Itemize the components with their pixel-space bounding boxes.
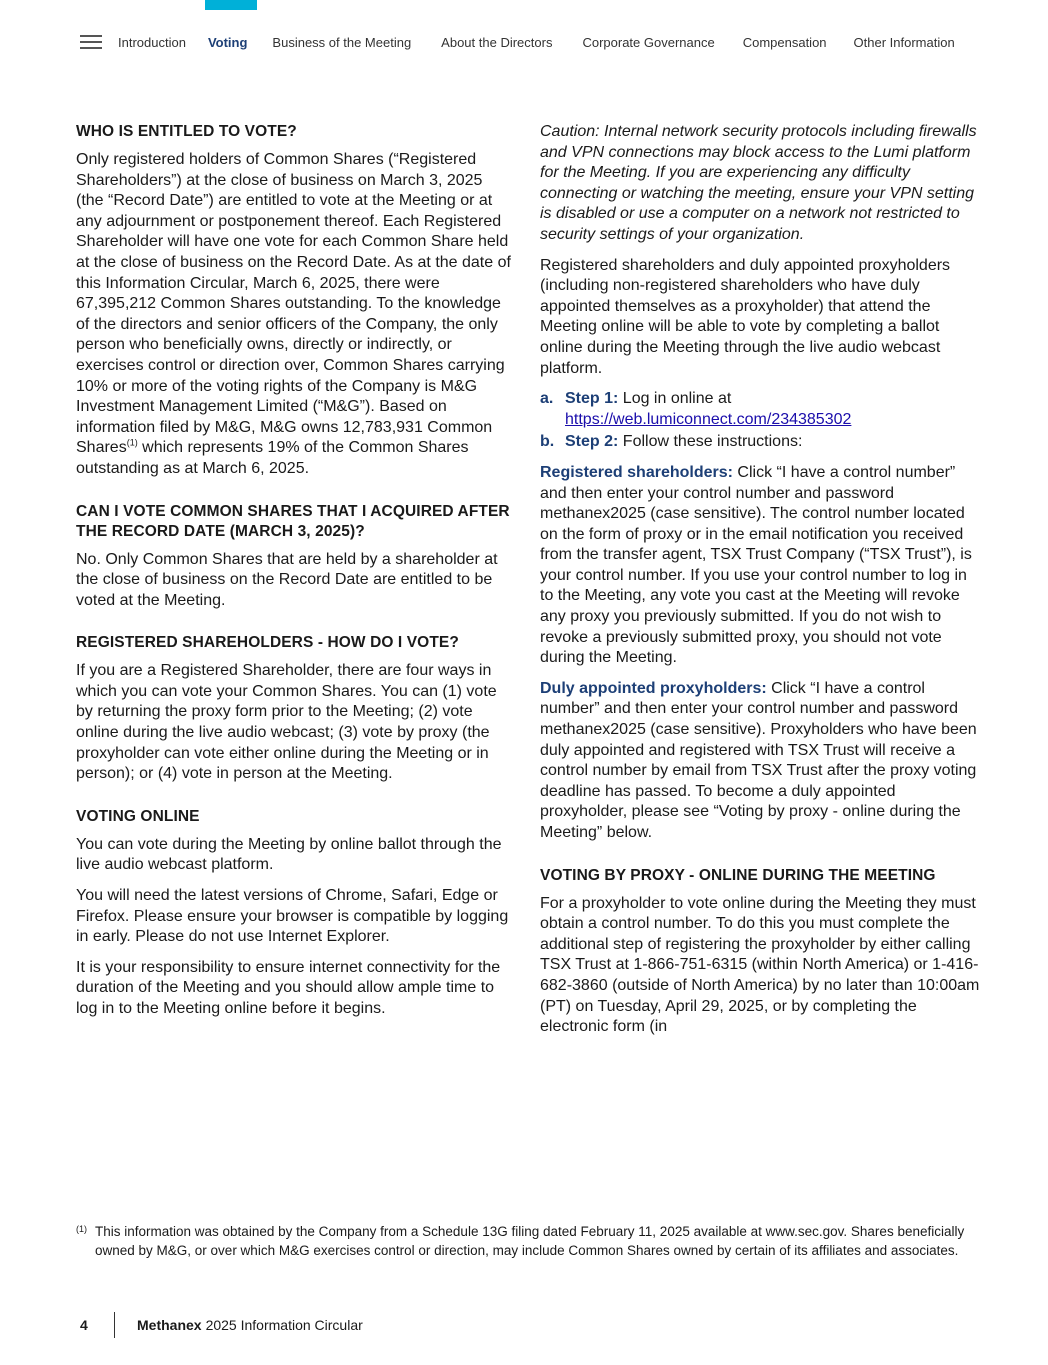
brand-name: Methanex xyxy=(137,1317,202,1333)
lead-label: Duly appointed proxyholders: xyxy=(540,679,767,697)
step-text: Log in online at xyxy=(618,390,732,408)
paragraph-four-ways: If you are a Registered Shareholder, there are four ways in which you can vote your Common Shares. You can (1) vote by returning the proxy form prior to the Meeting; (2) vote online during the live audio webcast; (3) vote by proxy (the proxyholder can vote either online during the Meeting or in person); or (4) vote in person at the Meeting. xyxy=(76,662,497,783)
nav-compensation[interactable]: Compensation xyxy=(742,34,827,50)
top-navigation xyxy=(80,32,955,52)
lead-label: Registered shareholders: xyxy=(540,463,733,481)
step-2 xyxy=(540,432,980,453)
paragraph-proxyholder-control-number: For a proxyholder to vote online during the Meeting they must obtain a control number. To do this you must complete the additional step of registering the proxyholder by either calling TSX Trust at 1-866-751-6315 (within North America) or 1-416-682-3860 (outside of North America) by no later than 10:00am (PT) on Tuesday, April 29, 2025, or by completing the electronic form (in xyxy=(540,894,980,1036)
paragraph-online-ballot: You can vote during the Meeting by online ballot through the live audio webcast platform. xyxy=(76,835,502,874)
step-text: Follow these instructions: xyxy=(618,433,803,451)
footer-divider xyxy=(114,1312,115,1338)
active-section-indicator xyxy=(205,0,257,10)
paragraph-duly-appointed xyxy=(540,679,980,844)
paragraph-text: which represents 19% of the Common Shares outstanding as at March 6, 2025. xyxy=(76,439,469,477)
footnote-marker: (1) xyxy=(76,1224,87,1234)
step-content xyxy=(565,389,851,430)
paragraph-entitled-to-vote xyxy=(76,150,512,480)
step-1 xyxy=(540,389,980,430)
footnote xyxy=(76,1223,976,1260)
heading-voting-online: VOTING ONLINE xyxy=(76,807,200,825)
caution-note: Caution: Internal network security protocols including firewalls and VPN connections may block access to the Lumi platform for the Meeting. If you are experiencing any difficulty connecting or watching the meeting, ensure your VPN setting is disabled or use a computer on a network not restricted to security settings of your organization. xyxy=(540,123,977,243)
heading-who-is-entitled: WHO IS ENTITLED TO VOTE? xyxy=(76,123,297,140)
nav-about-the-directors[interactable]: About the Directors xyxy=(441,34,553,50)
heading-record-date-question: CAN I VOTE COMMON SHARES THAT I ACQUIRED AFTER THE RECORD DATE (MARCH 3, 2025)? xyxy=(76,502,510,540)
nav-business-of-the-meeting[interactable]: Business of the Meeting xyxy=(272,34,412,50)
nav-voting[interactable]: Voting xyxy=(207,34,248,50)
nav-corporate-governance[interactable]: Corporate Governance xyxy=(582,34,715,50)
hamburger-menu-icon[interactable] xyxy=(80,35,102,49)
page-footer xyxy=(80,1312,363,1338)
heading-registered-how-to-vote: REGISTERED SHAREHOLDERS - HOW DO I VOTE? xyxy=(76,634,459,652)
right-column xyxy=(540,122,980,1048)
paragraph-record-date-answer: No. Only Common Shares that are held by a shareholder at the close of business on the Record Date are entitled to be voted at the Meeting. xyxy=(76,550,498,609)
nav-other-information[interactable]: Other Information xyxy=(853,34,955,50)
step-label: Step 2: xyxy=(565,433,619,451)
heading-voting-by-proxy-online: VOTING BY PROXY - ONLINE DURING THE MEETING xyxy=(540,866,936,884)
paragraph-text: Click “I have a control number” and then enter your control number and password methanex2025 (case sensitive). The control number located on the form of proxy or in the email notification you received from the transfer agent, TSX Trust Company (“TSX Trust”), is your control number. If you use your control number to log in to the Meeting, any vote you cast at the Meeting will revoke any proxy you previously submitted. If you do not wish to revoke a previously submitted proxy, you should not vote during the Meeting. xyxy=(540,463,972,667)
nav-introduction[interactable]: Introduction xyxy=(118,34,186,50)
paragraph-connectivity: It is your responsibility to ensure internet connectivity for the duration of the Meeting and you should allow ample time to log in to the Meeting online before it begins. xyxy=(76,958,501,1017)
document-title: 2025 Information Circular xyxy=(205,1317,363,1333)
paragraph-text: Only registered holders of Common Shares (“Registered Shareholders”) at the close of business on March 3, 2025 (the “Record Date”) are entitled to vote at the Meeting or at any adjournment or postponement thereof. Each Registered Shareholder will have one vote for each Common Share held at the close of business on the Record Date. As at the date of this Information Circular, March 6, 2025, there were 67,395,212 Common Shares outstanding. To the knowledge of the directors and senior officers of the Company, the only person who beneficially owns, directly or indirectly, or exercises control or direction over, Common Shares carrying 10% or more of the voting rights of the Company is M&G Investment Management Limited (“M&G”). Based on information filed by M&G, M&G owns 12,783,931 Common Shares xyxy=(76,151,511,457)
paragraph-text: Click “I have a control number” and then enter your control number and password methanex2025 (case sensitive). Proxyholders who have been duly appointed and registered with TSX Trust will receive a control number by email from TSX Trust after the proxy voting deadline has passed. To become a duly appointed proxyholder, please see “Voting by proxy - online during the Meeting” below. xyxy=(540,679,977,841)
left-column xyxy=(76,122,512,1030)
paragraph-registered-shareholders xyxy=(540,463,980,669)
footnote-text: This information was obtained by the Company from a Schedule 13G filing dated February 11, 2025 available at www.sec.gov. Shares beneficially owned by M&G, or over which M&G exercises control or direction, may include Common Shares owned by certain of its affiliates and associates. xyxy=(95,1224,965,1258)
steps-list xyxy=(540,389,980,453)
footnote-reference[interactable]: (1) xyxy=(126,437,138,448)
lumi-login-link[interactable]: https://web.lumiconnect.com/234385302 xyxy=(565,410,852,428)
page-number: 4 xyxy=(80,1317,88,1333)
step-content xyxy=(565,432,802,453)
paragraph-browser-requirements: You will need the latest versions of Chrome, Safari, Edge or Firefox. Please ensure your browser is compatible by logging in early. Please do not use Internet Explorer. xyxy=(76,887,509,946)
step-letter: a. xyxy=(540,390,554,408)
step-letter: b. xyxy=(540,433,555,451)
step-label: Step 1: xyxy=(565,390,619,408)
paragraph-online-voting: Registered shareholders and duly appointed proxyholders (including non-registered shareholders who have duly appointed themselves as a proxyholder) that attend the Meeting online will be able to vote by completing a ballot online during the Meeting through the live audio webcast platform. xyxy=(540,256,951,377)
